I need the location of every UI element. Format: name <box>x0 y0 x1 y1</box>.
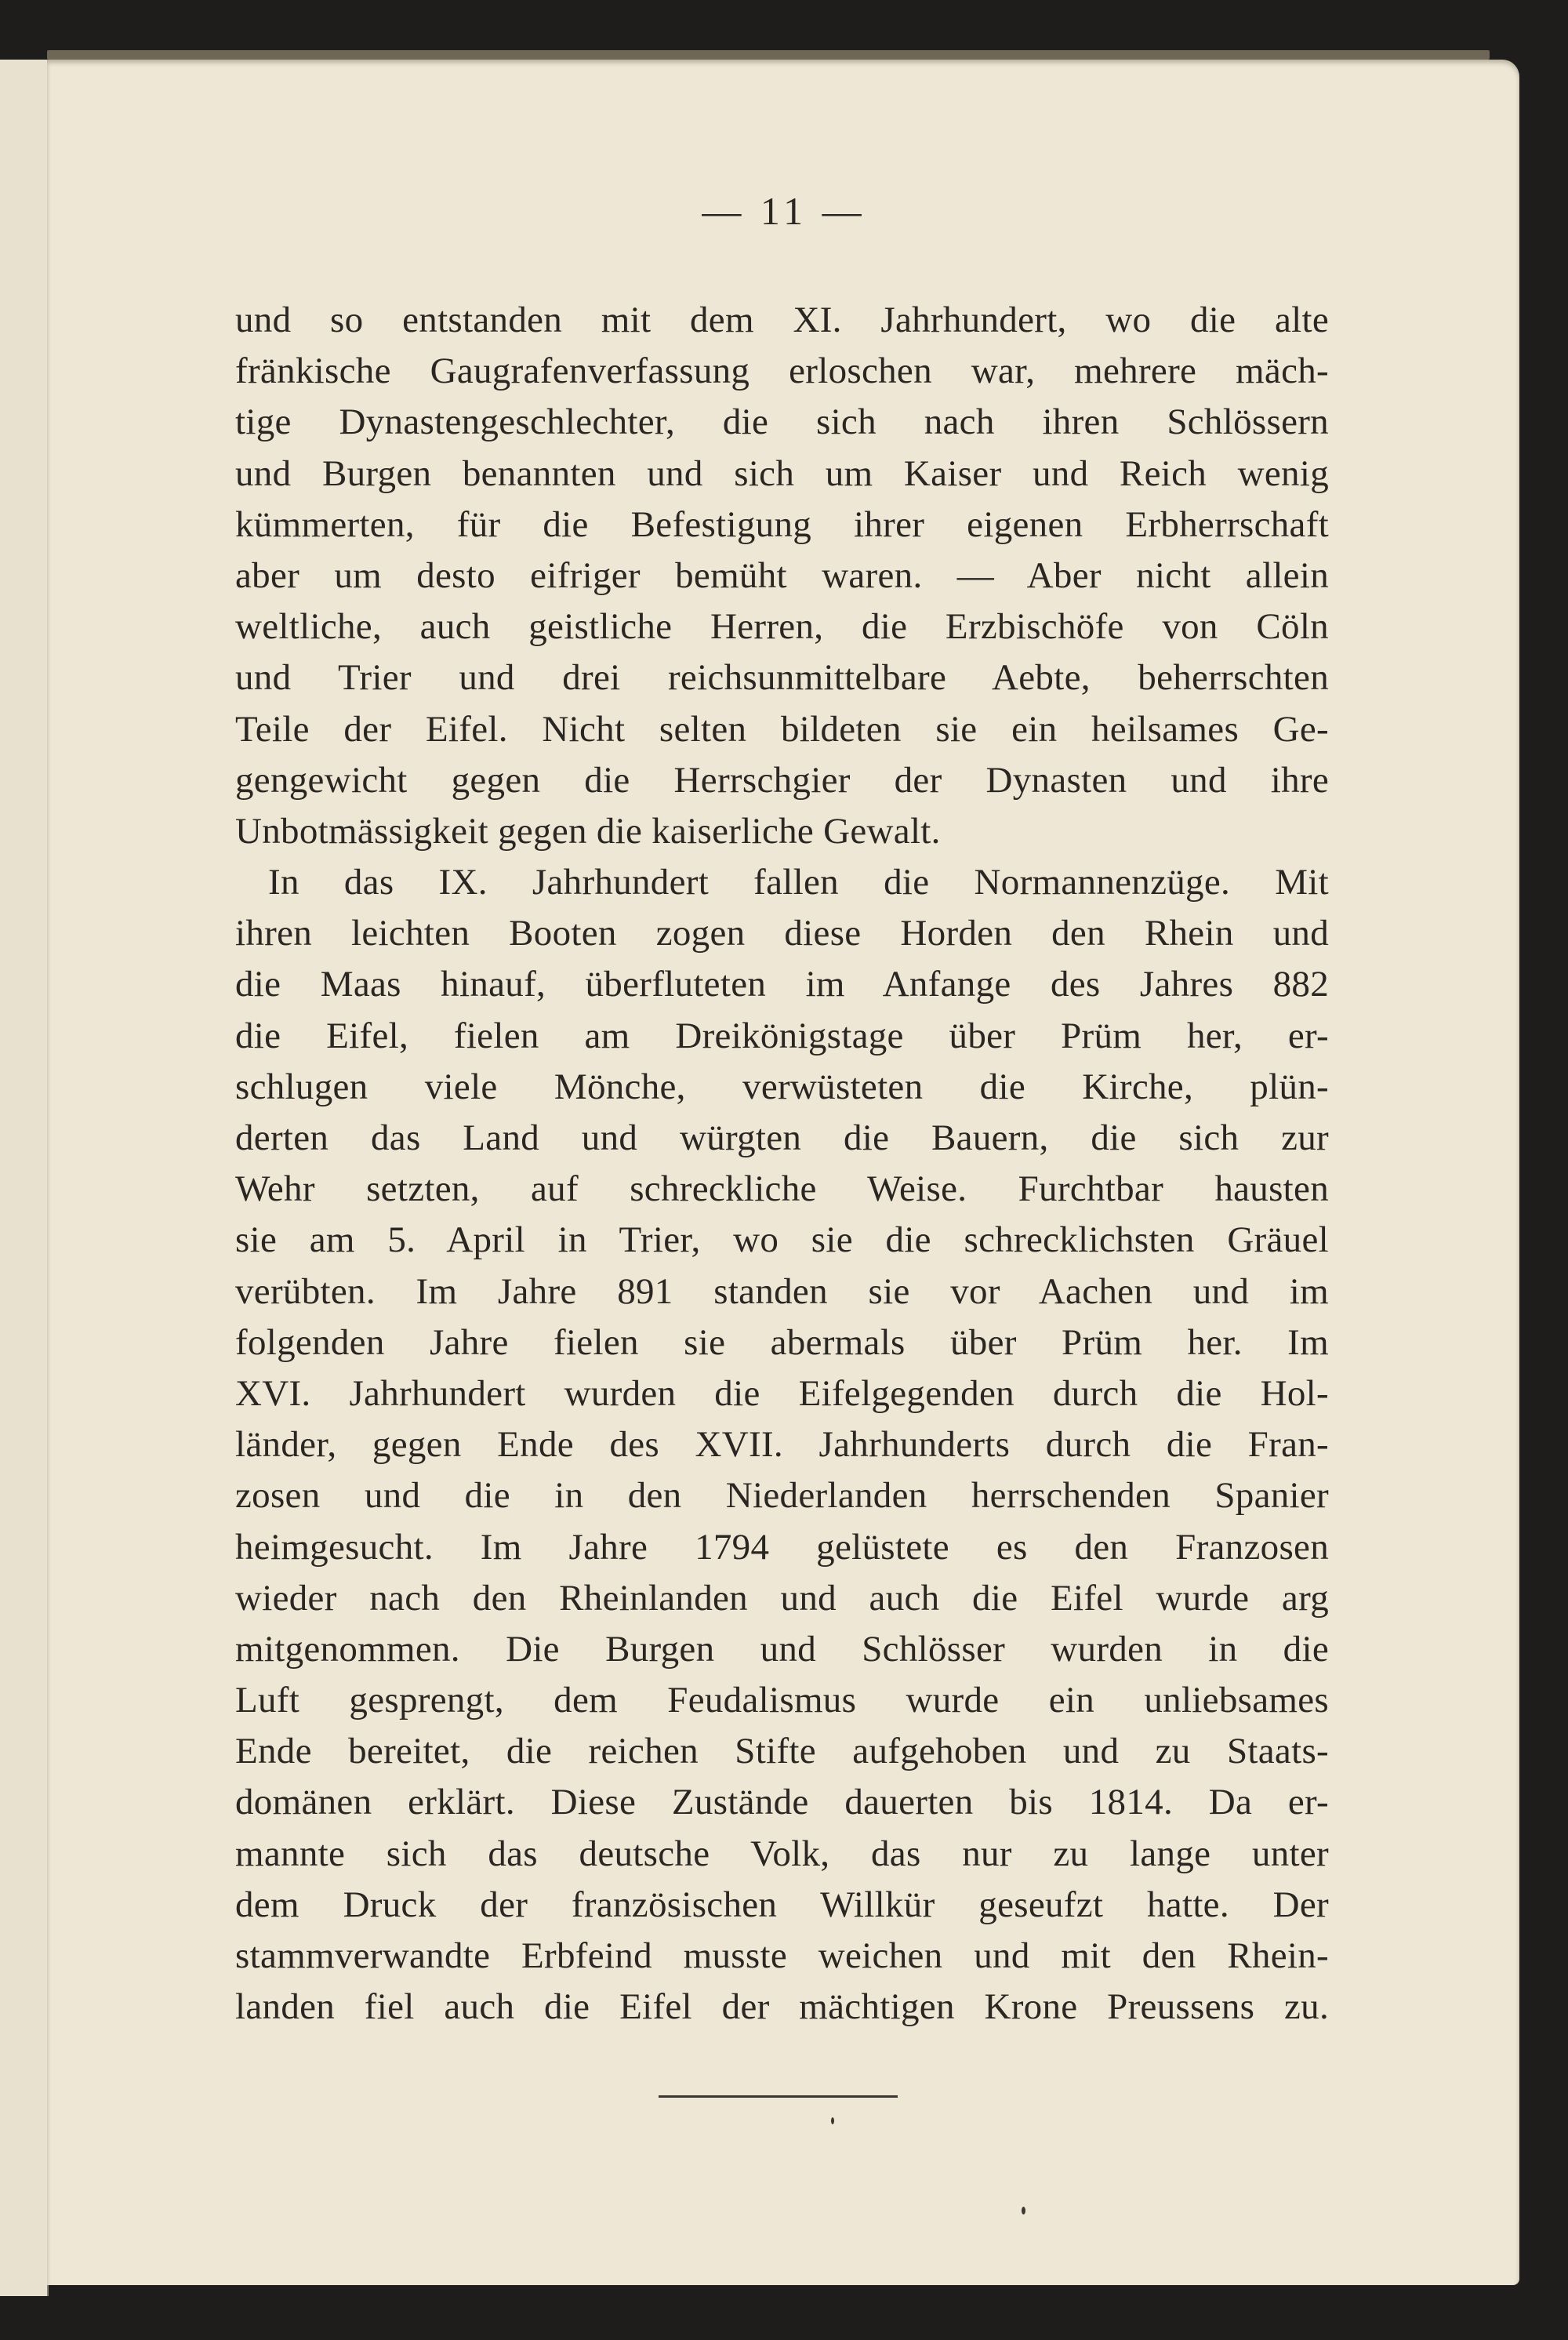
paragraph-2 <box>235 857 1329 2033</box>
ink-speck <box>1022 2207 1025 2215</box>
text-line: mitgenommen. Die Burgen und Schlösser wurden in die <box>235 1628 1329 1670</box>
text-line: zosen und die in den Niederlanden herrschenden Spanier <box>235 1475 1329 1517</box>
text-line: schlugen viele Mönche, verwüsteten die Kirche, plün- <box>235 1066 1329 1107</box>
text-line: und Burgen benannten und sich um Kaiser und Reich wenig <box>235 452 1329 494</box>
text-line: Unbotmässigkeit gegen die kaiserliche Gewalt. <box>235 810 941 852</box>
text-line: folgenden Jahre fielen sie abermals über Prüm her. Im <box>235 1321 1329 1363</box>
text-line: verübten. Im Jahre 891 standen sie vor Aachen und im <box>235 1270 1329 1312</box>
text-line: stammverwandte Erbfeind musste weichen und mit den Rhein- <box>235 1935 1329 1976</box>
text-line: weltliche, auch geistliche Herren, die Erzbischöfe von Cöln <box>235 606 1329 648</box>
text-line: heimgesucht. Im Jahre 1794 gelüstete es den Franzosen <box>235 1526 1329 1568</box>
section-end-rule <box>659 2095 898 2098</box>
text-line: fränkische Gaugrafenverfassung erloschen war, mehrere mäch- <box>235 351 1329 392</box>
text-line: Wehr setzten, auf schreckliche Weise. Furchtbar hausten <box>235 1168 1329 1210</box>
text-line: Ende bereitet, die reichen Stifte aufgehoben und zu Staats- <box>235 1731 1329 1772</box>
text-line: In das IX. Jahrhundert fallen die Normannenzüge. Mit <box>268 862 1329 903</box>
ink-speck <box>831 2117 834 2124</box>
text-line: mannte sich das deutsche Volk, das nur zu lange unter <box>235 1833 1329 1874</box>
facing-page-edge <box>0 60 49 2296</box>
text-line: sie am 5. April in Trier, wo sie die schrecklichsten Gräuel <box>235 1219 1329 1261</box>
text-line: Luft gesprengt, dem Feudalismus wurde ein unliebsames <box>235 1680 1329 1721</box>
body-text <box>235 295 1329 2033</box>
text-line: und Trier und drei reichsunmittelbare Aebte, beherrschten <box>235 657 1329 699</box>
text-line: die Maas hinauf, überfluteten im Anfange des Jahres 882 <box>235 964 1329 1005</box>
text-line: landen fiel auch die Eifel der mächtigen Krone Preussens zu. <box>235 1986 1329 2028</box>
text-line: domänen erklärt. Diese Zustände dauerten bis 1814. Da er- <box>235 1782 1329 1823</box>
text-line: aber um desto eifriger bemüht waren. — Aber nicht allein <box>235 554 1329 596</box>
text-line: ihren leichten Booten zogen diese Horden den Rhein und <box>235 913 1329 954</box>
paragraph-1 <box>235 295 1329 857</box>
text-line: derten das Land und würgten die Bauern, die sich zur <box>235 1117 1329 1158</box>
text-line: Teile der Eifel. Nicht selten bildeten sie ein heilsames Ge- <box>235 708 1329 750</box>
text-line: gengewicht gegen die Herrschgier der Dynasten und ihre <box>235 759 1329 801</box>
text-line: kümmerten, für die Befestigung ihrer eigenen Erbherrschaft <box>235 503 1329 545</box>
text-line: wieder nach den Rheinlanden und auch die Eifel wurde arg <box>235 1577 1329 1619</box>
page-number: — 11 — <box>702 189 866 233</box>
text-line: XVI. Jahrhundert wurden die Eifelgegenden durch die Hol- <box>235 1372 1329 1414</box>
text-line: länder, gegen Ende des XVII. Jahrhunderts durch die Fran- <box>235 1424 1329 1466</box>
text-line: tige Dynastengeschlechter, die sich nach ihren Schlössern <box>235 402 1329 443</box>
page-top-edge <box>47 50 1490 60</box>
text-line: dem Druck der französischen Willkür geseufzt hatte. Der <box>235 1884 1329 1925</box>
text-line: die Eifel, fielen am Dreikönigstage über Prüm her, er- <box>235 1015 1329 1056</box>
text-line: und so entstanden mit dem XI. Jahrhundert, wo die alte <box>235 300 1329 340</box>
